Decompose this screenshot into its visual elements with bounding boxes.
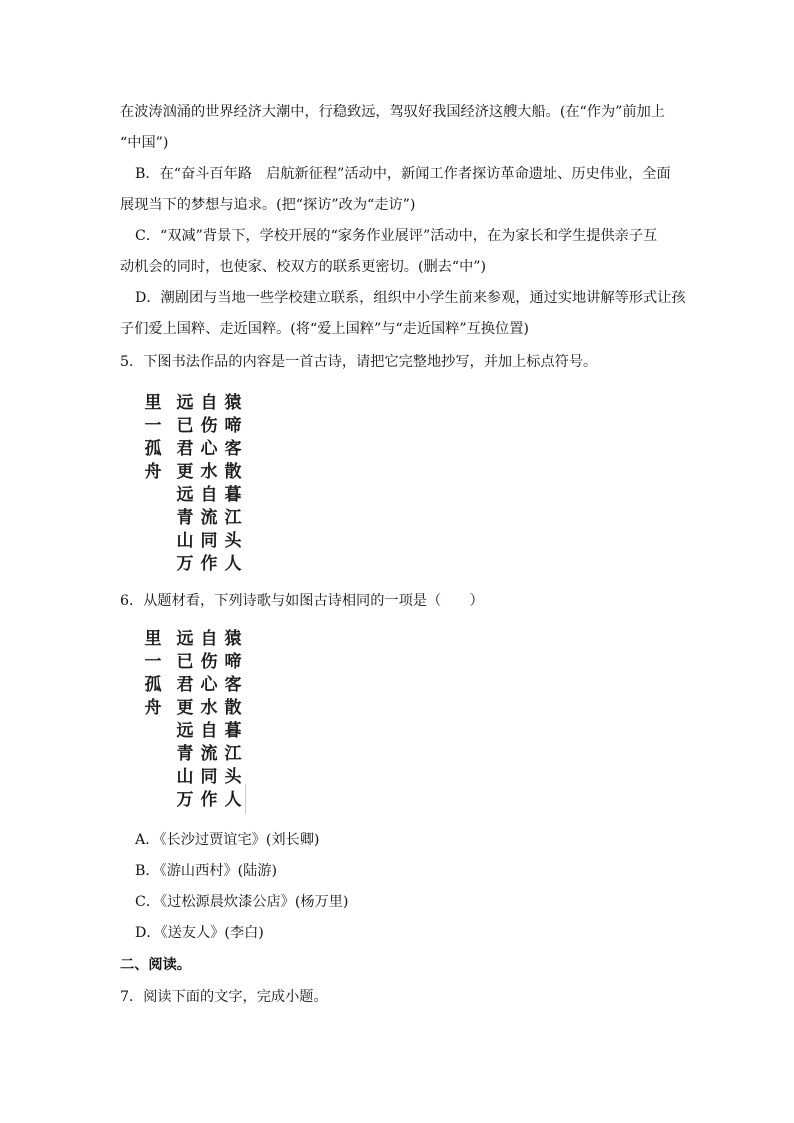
calligraphy-char: 万 [176, 554, 194, 574]
calligraphy-char: 散 [224, 698, 242, 718]
calligraphy-char: 散 [224, 462, 242, 482]
calligraphy-char: 已 [176, 416, 194, 436]
calligraphy-image [140, 624, 246, 814]
option-d: D．《送友人》(李白) [135, 925, 264, 941]
calligraphy-char: 远 [176, 629, 194, 649]
calligraphy-char: 暮 [224, 485, 242, 505]
calligraphy-char: 远 [176, 485, 194, 505]
calligraphy-char: 同 [200, 531, 218, 551]
calligraphy-char: 君 [176, 675, 194, 695]
calligraphy-char: 自 [200, 485, 218, 505]
calligraphy-image [140, 388, 246, 578]
calligraphy-char: 山 [176, 531, 194, 551]
question-5: 5．下图书法作品的内容是一首古诗，请把它完整地抄写，并加上标点符号。 [120, 354, 598, 370]
text-line: 展现当下的梦想与追求。(把“探访”改为“走访”) [120, 197, 416, 213]
calligraphy-char: 舟 [144, 462, 162, 482]
calligraphy-char: 青 [176, 744, 194, 764]
calligraphy-char: 同 [200, 767, 218, 787]
calligraphy-char: 远 [176, 721, 194, 741]
text-line: “中国”) [120, 135, 169, 151]
calligraphy-char: 一 [144, 652, 162, 672]
calligraphy-char: 自 [200, 629, 218, 649]
calligraphy-char: 万 [176, 790, 194, 810]
calligraphy-char: 里 [144, 393, 162, 413]
question-6: 6．从题材看，下列诗歌与如图古诗相同的一项是（ ） [120, 593, 484, 609]
option-d: D．潮剧团与当地一些学校建立联系，组织中小学生前来参观，通过实地讲解等形式让孩 [135, 290, 686, 306]
calligraphy-char: 江 [224, 744, 242, 764]
text-line: 在波涛汹涌的世界经济大潮中，行稳致远，驾驭好我国经济这艘大船。(在“作为”前加上 [120, 104, 665, 120]
option-c: C．《过松源晨炊漆公店》(杨万里) [135, 894, 349, 910]
option-b: B．《游山西村》(陆游) [135, 863, 278, 879]
calligraphy-char: 一 [144, 416, 162, 436]
calligraphy-char: 舟 [144, 698, 162, 718]
calligraphy-char: 作 [200, 790, 218, 810]
calligraphy-char: 伤 [200, 416, 218, 436]
calligraphy-char: 啼 [224, 652, 242, 672]
calligraphy-char: 水 [200, 698, 218, 718]
calligraphy-char: 客 [224, 439, 242, 459]
calligraphy-char: 啼 [224, 416, 242, 436]
calligraphy-char: 自 [200, 393, 218, 413]
calligraphy-char: 猿 [224, 393, 242, 413]
calligraphy-char: 里 [144, 629, 162, 649]
calligraphy-char: 孤 [144, 675, 162, 695]
option-b: B．在“奋斗百年路 启航新征程”活动中，新闻工作者探访革命遗址、历史伟业，全面 [135, 166, 671, 182]
calligraphy-char: 暮 [224, 721, 242, 741]
calligraphy-char: 人 [224, 554, 242, 574]
section-heading: 二、阅读。 [120, 957, 191, 973]
calligraphy-char: 江 [224, 508, 242, 528]
calligraphy-char: 人 [224, 790, 242, 810]
calligraphy-char: 猿 [224, 629, 242, 649]
calligraphy-char: 君 [176, 439, 194, 459]
calligraphy-char: 远 [176, 393, 194, 413]
calligraphy-char: 更 [176, 698, 194, 718]
question-7: 7．阅读下面的文字，完成小题。 [120, 989, 328, 1005]
calligraphy-char: 更 [176, 462, 194, 482]
calligraphy-char: 伤 [200, 652, 218, 672]
calligraphy-char: 客 [224, 675, 242, 695]
calligraphy-char: 流 [200, 744, 218, 764]
calligraphy-char: 孤 [144, 439, 162, 459]
calligraphy-char: 流 [200, 508, 218, 528]
text-line: 动机会的同时，也使家、校双方的联系更密切。(删去“中”) [120, 259, 487, 275]
calligraphy-char: 青 [176, 508, 194, 528]
option-c: C．“双减”背景下，学校开展的“家务作业展评”活动中，在为家长和学生提供亲子互 [135, 228, 658, 244]
text-line: 子们爱上国粹、走近国粹。(将“爱上国粹”与“走近国粹”互换位置) [120, 321, 529, 337]
image-edge-mark [241, 784, 246, 814]
calligraphy-char: 心 [200, 439, 218, 459]
calligraphy-char: 山 [176, 767, 194, 787]
option-a: A．《长沙过贾谊宅》(刘长卿) [135, 832, 320, 848]
calligraphy-char: 心 [200, 675, 218, 695]
calligraphy-char: 水 [200, 462, 218, 482]
calligraphy-char: 已 [176, 652, 194, 672]
calligraphy-char: 自 [200, 721, 218, 741]
calligraphy-char: 作 [200, 554, 218, 574]
calligraphy-char: 头 [224, 767, 242, 787]
calligraphy-char: 头 [224, 531, 242, 551]
